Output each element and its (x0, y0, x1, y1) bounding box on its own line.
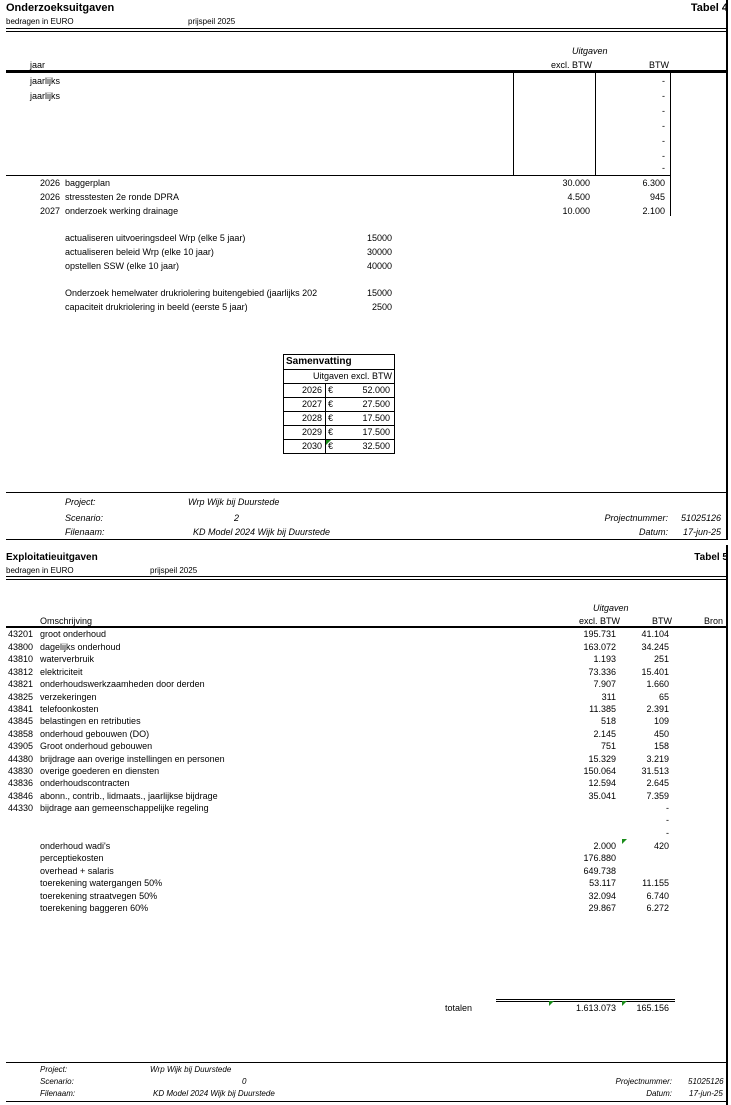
euro-sign: € (328, 427, 334, 437)
summary-row (284, 383, 394, 397)
jaarlijks-row: jaarlijks (30, 76, 61, 86)
row-btw: 34.245 (641, 642, 669, 652)
row-btw: 251 (653, 654, 669, 664)
row-desc: abonn., contrib., lidmaats., jaarlijkse bijdrage (40, 791, 218, 801)
column-line (670, 73, 671, 216)
row-desc: toerekening watergangen 50% (40, 878, 163, 888)
footer-scenario: 0 (242, 1077, 247, 1086)
footer-projectnummer-label: Projectnummer: (615, 1077, 672, 1086)
row-btw: 7.359 (646, 791, 669, 801)
row-btw: 109 (653, 716, 669, 726)
row-excl: 2.145 (593, 729, 616, 739)
totals-rule (496, 1001, 675, 1002)
row-desc: onderhoud gebouwen (DO) (40, 729, 150, 739)
item-year: 2026 (40, 192, 61, 202)
footer-filename-label: Filenaam: (65, 527, 105, 537)
dash-value: - (662, 91, 665, 101)
row-code: 43201 (8, 629, 34, 639)
row-btw: 6.740 (646, 891, 669, 901)
note-value: 15000 (366, 288, 392, 298)
col-excl-header: excl. BTW (579, 616, 621, 626)
row-desc: bijdrage aan gemeenschappelijke regeling (40, 803, 209, 813)
row-excl: 15.329 (588, 754, 616, 764)
row-excl: 751 (600, 741, 616, 751)
row-excl: 35.041 (588, 791, 616, 801)
note-value: 2500 (371, 302, 392, 312)
footer-scenario-label: Scenario: (40, 1077, 74, 1086)
col-btw-header: BTW (649, 60, 669, 70)
footer-datum-label: Datum: (646, 1089, 672, 1098)
footer-project: Wrp Wijk bij Duurstede (150, 1065, 232, 1074)
row-excl: 29.867 (588, 903, 616, 913)
tabel5-title: Exploitatieuitgaven (6, 552, 98, 563)
summary-value: 32.500 (362, 441, 390, 451)
col-uitgaven-header: Uitgaven (593, 603, 629, 613)
note-label: opstellen SSW (elke 10 jaar) (65, 261, 180, 271)
column-line (513, 73, 514, 175)
footer-datum: 17-jun-25 (689, 1089, 723, 1098)
row-btw: 6.272 (646, 903, 669, 913)
row-code: 43800 (8, 642, 34, 652)
header-rule (6, 626, 726, 628)
summary-header: Uitgaven excl. BTW (312, 371, 392, 381)
page-right-border (726, 0, 728, 540)
row-desc: waterverbruik (40, 654, 95, 664)
summary-value: 17.500 (362, 427, 390, 437)
dash-value: - (662, 151, 665, 161)
euro-sign: € (328, 399, 334, 409)
row-desc: dagelijks onderhoud (40, 642, 121, 652)
summary-value: 52.000 (362, 385, 390, 395)
row-btw: 41.104 (641, 629, 669, 639)
row-code: 43812 (8, 667, 34, 677)
row-code: 43845 (8, 716, 34, 726)
dash-value: - (666, 815, 669, 825)
row-code: 43810 (8, 654, 34, 664)
note-value: 15000 (366, 233, 392, 243)
tabel4-subtitle-currency: bedragen in EURO (6, 17, 74, 26)
row-excl: 195.731 (583, 629, 616, 639)
note-label: actualiseren beleid Wrp (elke 10 jaar) (65, 247, 214, 257)
tabel4-number: Tabel 4 (690, 2, 728, 14)
summary-year: 2030 (301, 441, 322, 451)
item-excl: 4.500 (567, 192, 590, 202)
summary-value: 27.500 (362, 399, 390, 409)
totalen-btw: 165.156 (636, 1003, 669, 1013)
euro-sign: € (328, 413, 334, 423)
note-label: capaciteit drukriolering in beeld (eerste 5 jaar) (65, 302, 248, 312)
col-omschrijving-header: Omschrijving (40, 616, 93, 626)
divider (6, 28, 726, 29)
row-desc: onderhoud wadi's (40, 841, 111, 851)
row-code: 43846 (8, 791, 34, 801)
row-desc: perceptiekosten (40, 853, 104, 863)
row-btw: 31.513 (641, 766, 669, 776)
row-desc: verzekeringen (40, 692, 97, 702)
summary-row (284, 425, 394, 439)
row-desc: toerekening baggeren 60% (40, 903, 149, 913)
footer-project-label: Project: (65, 497, 96, 507)
totalen-label: totalen (445, 1003, 473, 1013)
row-desc: elektriciteit (40, 667, 83, 677)
row-btw: 450 (653, 729, 669, 739)
row-code: 44380 (8, 754, 34, 764)
col-btw-header: BTW (652, 616, 672, 626)
row-desc: overhead + salaris (40, 866, 114, 876)
row-btw: - (666, 803, 669, 813)
row-desc: groot onderhoud (40, 629, 107, 639)
row-code: 43830 (8, 766, 34, 776)
item-desc: onderzoek werking drainage (65, 206, 179, 216)
summary-title: Samenvatting (286, 356, 352, 367)
divider (6, 579, 726, 580)
column-line (595, 73, 596, 175)
summary-row (284, 411, 394, 425)
note-value: 40000 (366, 261, 392, 271)
summary-year: 2028 (301, 413, 322, 423)
row-excl: 7.907 (593, 679, 616, 689)
item-year: 2026 (40, 178, 61, 188)
tabel4-subtitle-price: prijspeil 2025 (188, 17, 236, 26)
row-btw: 420 (653, 841, 669, 851)
row-desc: onderhoudswerkzaamheden door derden (40, 679, 205, 689)
footer-projectnummer: 51025126 (681, 513, 722, 523)
euro-sign: € (328, 385, 334, 395)
tabel5-number: Tabel 5 (694, 552, 728, 563)
row-code: 43821 (8, 679, 34, 689)
summary-year: 2027 (301, 399, 322, 409)
dash-value: - (662, 76, 665, 86)
dash-value: - (666, 828, 669, 838)
divider (6, 1101, 726, 1102)
jaarlijks-row: jaarlijks (30, 91, 61, 101)
item-year: 2027 (40, 206, 61, 216)
footer-project-label: Project: (40, 1065, 68, 1074)
header-rule (6, 70, 726, 73)
footer-filename-label: Filenaam: (40, 1089, 76, 1098)
tabel4-title: Onderzoeksuitgaven (6, 2, 115, 14)
row-btw: 11.155 (642, 878, 669, 888)
row-desc: belastingen en retributies (40, 716, 141, 726)
row-code: 43841 (8, 704, 34, 714)
row-desc: telefoonkosten (40, 704, 99, 714)
row-code: 43836 (8, 778, 34, 788)
row-excl: 163.072 (583, 642, 616, 652)
footer-project: Wrp Wijk bij Duurstede (188, 497, 280, 507)
row-btw: 158 (653, 741, 669, 751)
divider (6, 539, 726, 540)
row-excl: 11.385 (589, 704, 616, 714)
row-btw: 1.660 (646, 679, 669, 689)
item-btw: 2.100 (642, 206, 665, 216)
tabel5-subtitle-currency: bedragen in EURO (6, 566, 74, 575)
divider (6, 492, 726, 493)
totals-rule (496, 999, 675, 1000)
row-excl: 73.336 (588, 667, 616, 677)
euro-sign: € (328, 441, 334, 451)
row-desc: toerekening straatvegen 50% (40, 891, 158, 901)
row-code: 44330 (8, 803, 34, 813)
item-desc: baggerplan (65, 178, 111, 188)
col-bron-header: Bron (704, 616, 724, 626)
col-excl-header: excl. BTW (551, 60, 593, 70)
row-excl: 53.117 (589, 878, 616, 888)
row-btw: 2.391 (646, 704, 669, 714)
dash-value: - (662, 163, 665, 173)
summary-row (284, 439, 394, 453)
summary-year: 2026 (301, 385, 322, 395)
summary-year: 2029 (301, 427, 322, 437)
dash-value: - (662, 136, 665, 146)
totalen-excl: 1.613.073 (575, 1003, 616, 1013)
row-desc: onderhoudscontracten (40, 778, 130, 788)
divider (6, 175, 670, 176)
row-code: 43825 (8, 692, 34, 702)
dash-value: - (662, 106, 665, 116)
row-excl: 176.880 (583, 853, 616, 863)
footer-filename: KD Model 2024 Wijk bij Duurstede (153, 1089, 275, 1098)
summary-value: 17.500 (362, 413, 390, 423)
item-excl: 30.000 (562, 178, 590, 188)
row-excl: 32.094 (588, 891, 616, 901)
page-right-border (726, 545, 728, 1105)
row-code: 43905 (8, 741, 34, 751)
divider (6, 1062, 726, 1063)
tabel5-subtitle-price: prijspeil 2025 (150, 566, 198, 575)
item-btw: 6.300 (642, 178, 665, 188)
footer-projectnummer-label: Projectnummer: (604, 513, 668, 523)
item-excl: 10.000 (562, 206, 590, 216)
row-excl: 150.064 (583, 766, 616, 776)
note-label: actualiseren uitvoeringsdeel Wrp (elke 5 jaar) (65, 233, 246, 243)
note-value: 30000 (366, 247, 392, 257)
item-btw: 945 (649, 192, 665, 202)
col-uitgaven-header: Uitgaven (572, 46, 608, 56)
row-desc: Groot onderhoud gebouwen (40, 741, 153, 751)
summary-row (284, 397, 394, 411)
row-desc: brijdrage aan overige instellingen en personen (40, 754, 225, 764)
comment-marker-icon (549, 1001, 554, 1006)
footer-scenario: 2 (234, 513, 240, 523)
row-btw: 15.401 (641, 667, 669, 677)
footer-datum: 17-jun-25 (683, 527, 722, 537)
col-jaar-header: jaar (30, 60, 46, 70)
row-btw: 3.219 (646, 754, 669, 764)
item-desc: stresstesten 2e ronde DPRA (65, 192, 180, 202)
row-desc: overige goederen en diensten (40, 766, 160, 776)
row-btw: 65 (658, 692, 669, 702)
divider (6, 576, 726, 577)
row-excl: 1.193 (593, 654, 616, 664)
row-excl: 518 (600, 716, 616, 726)
footer-filename: KD Model 2024 Wijk bij Duurstede (193, 527, 330, 537)
row-code: 43858 (8, 729, 34, 739)
row-btw: 2.645 (646, 778, 669, 788)
dash-value: - (662, 121, 665, 131)
row-excl: 649.738 (583, 866, 616, 876)
footer-datum-label: Datum: (638, 527, 668, 537)
row-excl: 311 (601, 692, 616, 702)
summary-table (283, 354, 395, 454)
note-label: Onderzoek hemelwater drukriolering buitengebied (jaarlijks 202 (65, 288, 318, 298)
row-excl: 12.594 (588, 778, 616, 788)
footer-scenario-label: Scenario: (65, 513, 104, 523)
footer-projectnummer: 51025126 (688, 1077, 724, 1086)
divider (6, 31, 726, 32)
row-excl: 2.000 (593, 841, 616, 851)
